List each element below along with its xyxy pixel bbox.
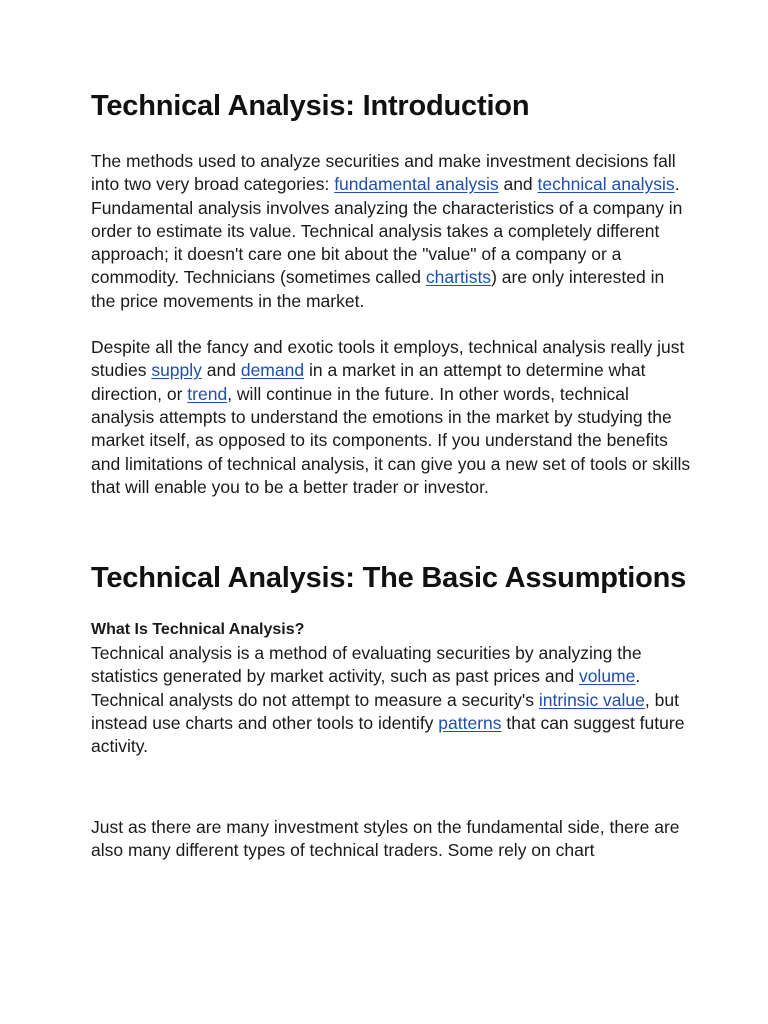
document-page [91, 0, 691, 862]
link-demand[interactable]: demand [240, 360, 305, 381]
link-chartists[interactable]: chartists [425, 267, 492, 288]
text-segment: and [201, 360, 241, 381]
link-fundamental-analysis[interactable]: fundamental analysis [334, 174, 499, 195]
text-segment: ) are only interested in the price movements in the market. [91, 267, 665, 311]
link-technical-analysis[interactable]: technical analysis [537, 174, 675, 195]
text-segment: Technical analysis is a method of evaluating securities by analyzing the statistics generated by market activity, such as past prices and [91, 643, 642, 687]
link-trend[interactable]: trend [187, 383, 228, 404]
text-segment: , but instead use charts and other tools to identify [91, 689, 679, 734]
subheading-what-is-technical-analysis: What Is Technical Analysis? [91, 621, 305, 639]
intro-paragraph-2 [91, 336, 691, 499]
intro-paragraph-1 [91, 150, 691, 313]
text-segment: Despite all the fancy and exotic tools it employs, technical analysis really just studies [91, 337, 685, 381]
text-segment: and [498, 174, 538, 195]
text-segment: The methods used to analyze securities and make investment decisions fall into two very broad categories: [91, 151, 676, 195]
text-segment: . Technical analysts do not attempt to measure a security's [91, 666, 641, 710]
section-title-introduction: Technical Analysis: Introduction [91, 90, 530, 122]
basic-paragraph-2: Just as there are many investment styles on the fundamental side, there are also many different types of technical traders. Some rely on chart [91, 816, 680, 860]
text-segment: that can suggest future activity. [91, 713, 685, 757]
basic-paragraph-1 [91, 642, 691, 758]
link-intrinsic-value[interactable]: intrinsic value [538, 689, 645, 710]
text-segment: . Fundamental analysis involves analyzing the characteristics of a company in order to estimate its value. Technical analysis takes a completely different approach; it doesn't care one bit about the "value" of a company or a commodity. Technicians (sometimes called [91, 174, 683, 288]
link-volume[interactable]: volume [578, 666, 636, 687]
section-title-basic-assumptions: Technical Analysis: The Basic Assumptions [91, 562, 687, 595]
text-segment: , will continue in the future. In other words, technical analysis attempts to understand the emotions in the market by studying the market itself, as opposed to its components. If you understand the benefits and limitations of technical analysis, it can give you a new set of tools or skills that will enable you to be a better trader or investor. [91, 383, 691, 497]
link-patterns[interactable]: patterns [438, 713, 502, 734]
link-supply[interactable]: supply [151, 360, 202, 381]
text-segment: in a market in an attempt to determine what direction, or [91, 360, 646, 404]
